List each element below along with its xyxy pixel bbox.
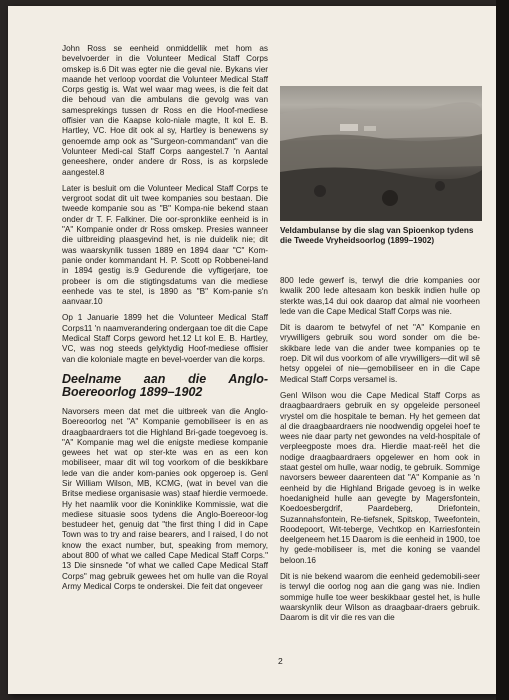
paragraph: 800 lede gewerf is, terwyl die drie kompanies oor kwalik 200 lede altesaam kon beskik indien hulle op sterkte was,14 dui ook daarop dat almal nie voorheen lede van die Cape Medical Staff Corps was nie. (280, 276, 480, 316)
left-column (62, 44, 268, 598)
section-heading: Deelname aan die Anglo-Boereoorlog 1899–1902 (62, 371, 268, 399)
paragraph: Later is besluit om die Volunteer Medical Staff Corps te vergroot sodat dit uit twee kompanies sou bestaan. Die tweede kompanie sou as "B" Kompa-nie bekend staan onder dr T. F. Falkiner. Die oor-spronklike eenheid is in "A" Kompanie onder dr Ross omskep. Presies wanneer die uitbreiding plaasgevind het, is nie duidelik nie; dit was waarskynlik tussen 1889 en 1894 daar "C" Kom-panie onder kommandant H. P. Scott op Robbenei-land in 1894 gestig is.9 Gedurende die vyftigerjare, toe probeer is om die stigtingsdatums van die mediese eenhede vas te stel, is 1890 as "B" Kom-panie s'n aanvaar.10 (62, 183, 268, 307)
paragraph: Navorsers meen dat met die uitbreek van die Anglo-Boereoorlog net "A" Kompanie gemobiliseer is en as draagbaardraers tot die Highland Bri-gade toegevoeg is. "A" Kompanie mag wel die enigste mediese kompanie gewees het wat op ster-kte was en as een kon mobiliseer, maar dit wil tog voorkom of die beskikbare lede van die ander kom-panies ook opgeroep is. Genl Sir William Wilson, MB, KCMG, (wat in bevel van die Britse mediese organisasie was) staaf hierdie vermoede. Hy het naamlik voor die Koninklike Kommissie, wat die mediese situasie soos tydens die Anglo-Boereoor-log bestudeer het, genuig dat "the first thing I did in Cape Town was to try and raise bearers, and I raised, I do not know the exact number, but, speaking from memory, about 800 of what we called Cape Medical Staff Corps." 13 Die sinsnede "of what we called Cape Medical Staff Corps" mag gebruik gewees het om hulle van die Royal Army Medical Corps te onderskei. Die feit dat ongeveer (62, 406, 268, 591)
paragraph: Dit is daarom te betwyfel of net "A" Kompanie en vrywilligers gebruik sou word sonder om die be-skikbare lede van die ander twee kompanies op te roep. Dit wil dus voorkom of alle vrywilligers—dit wil sê hetsy opgelei of nie—gemobiliseer en in die Cape Medical Staff Corps versamel is. (280, 323, 480, 384)
scan-edge (496, 0, 509, 700)
document-page (8, 6, 496, 694)
paragraph: Dit is nie bekend waarom die eenheid gedemobili-seer is terwyl die oorlog nog aan die gang was nie. Indien sommige hulle toe weer beskikbaar gestel het, is hulle waarskynlik deur Wilson as draagbaar-draers gebruik. Daarom is dit vir die res van die (280, 572, 480, 623)
battlefield-photo (280, 86, 482, 221)
photo-scene (280, 86, 482, 221)
paragraph: Op 1 Januarie 1899 het die Volunteer Medical Staff Corps11 'n naamverandering ondergaan toe dit die Cape Medical Staff Corps geword het.12 Lt kol E. B. Hartley, VC, was nog steeds gelyktydig Hoof-mediese offisier van die koloniale magte en bevel-voerder van die korps. (62, 313, 268, 364)
page-number: 2 (278, 656, 283, 666)
photo-caption: Veldambulanse by die slag van Spioenkop tydens die Tweede Vryheidsoorlog (1899–1902) (280, 226, 474, 245)
paragraph: John Ross se eenheid onmiddellik met hom as bevelvoerder in die Volunteer Medical Staff Corps omskep is.6 Dit was egter nie die geval nie. Bykans vier maande het verloop voordat die Volunteer Medical Staff Corps gestig is. Wat wel waar mag wees, is die feit dat die behoud van die ambulans die gevolg was van samesprekings tussen dr Ross en die Hoof-mediese offisier van die Kaapse kolo-niale magte, lt kol E. B. Hartley, VC. Hoe dit ook al sy, Hartley is benewens sy genoemde amp ook as "Surgeon-commandant" van die Volunteer Medi-cal Staff Corps aangestel.7 'n Aantal geneeshere, onder andere dr Ross, is as korpslede aangestel.8 (62, 44, 268, 177)
photo-frame (280, 86, 482, 221)
paragraph: Genl Wilson wou die Cape Medical Staff Corps as draagbaardraers gebruik en sy opgeleide personeel vrystel om die hospitale te beman. Hy het gemeen dat al die draagbaardraers nie noodwendig opgelei hoef te wees nie daar party net gewondes na veld-hospitale of verpleegposte moes dra. Hierdie maat-reël het die nodige draagbaardraers opgelewer en hom ook in staat gestel om hulle, waar nodig, te gebruik. Sommige navorsers beweer daarenteen dat "A" Kompanie as 'n eenheid by die Highland Brigade gevoeg is in welke hoedanigheid hulle aan gevegte by Magersfontein, Koedoesbergdrif, Paardeberg, Driefontein, Suzannahsfontein, Re-tiefsnek, Spitskop, Tweefontein, Roodepoort, Wit-teberge, Vechtkop en Karriesfontein deelgeneem het.15 Daarom is die eenheid in 1900, toe hy gede-mobiliseer is, met die koning se vaandel beloon.16 (280, 390, 480, 565)
right-column (280, 276, 480, 630)
